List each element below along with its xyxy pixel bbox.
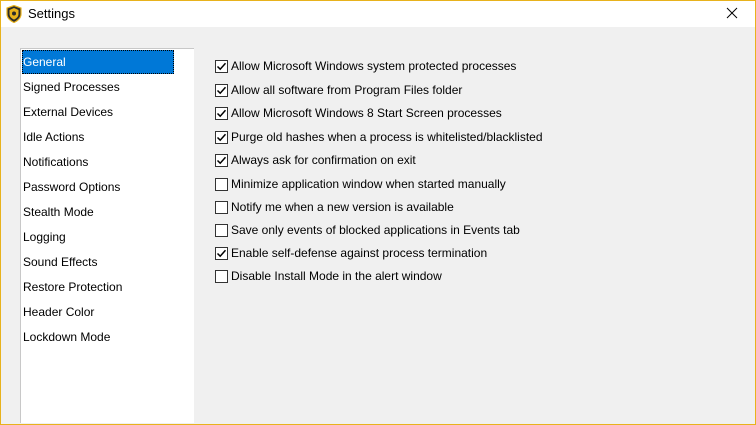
window-title: Settings [28,6,75,21]
option-label: Purge old hashes when a process is whitelisted/blacklisted [231,130,543,144]
option-allow-program-files[interactable] [215,81,462,99]
sidebar-item-header-color[interactable] [22,300,174,324]
option-label: Disable Install Mode in the alert window [231,269,442,283]
option-label: Save only events of blocked applications in Events tab [231,223,520,237]
sidebar-item-label: General [23,55,66,69]
title-bar [1,1,755,27]
option-allow-win8-start[interactable] [215,104,502,122]
sidebar-item-external-devices[interactable] [22,100,174,124]
sidebar-item-label: External Devices [23,105,114,119]
option-save-blocked-events[interactable] [215,221,520,239]
checkbox-checked[interactable] [215,107,228,120]
option-label: Always ask for confirmation on exit [231,153,416,167]
checkbox-checked[interactable] [215,154,228,167]
checkmark-icon [216,61,227,72]
shield-icon [6,5,22,23]
sidebar-item-label: Restore Protection [23,280,123,294]
checkbox-checked[interactable] [215,84,228,97]
sidebar-item-password-options[interactable] [22,175,174,199]
option-label: Allow Microsoft Windows 8 Start Screen processes [231,106,502,120]
sidebar-item-label: Signed Processes [23,80,120,94]
option-notify-new-version[interactable] [215,198,454,216]
sidebar-item-logging[interactable] [22,225,174,249]
sidebar-item-stealth-mode[interactable] [22,200,174,224]
sidebar-item-signed-processes[interactable] [22,75,174,99]
sidebar [1,27,195,424]
close-icon [726,7,738,22]
sidebar-item-label: Notifications [23,155,89,169]
sidebar-item-label: Password Options [23,180,121,194]
option-purge-old-hashes[interactable] [215,128,543,146]
checkmark-icon [216,132,227,143]
checkbox-checked[interactable] [215,131,228,144]
settings-category-list[interactable] [20,48,194,423]
checkbox-unchecked[interactable] [215,224,228,237]
general-settings-panel [195,27,755,424]
option-label: Notify me when a new version is available [231,200,454,214]
close-button[interactable] [709,1,755,27]
sidebar-item-label: Header Color [23,305,95,319]
checkmark-icon [216,248,227,259]
option-minimize-on-start[interactable] [215,175,506,193]
sidebar-item-sound-effects[interactable] [22,250,174,274]
sidebar-item-restore-protection[interactable] [22,275,174,299]
sidebar-item-label: Logging [23,230,66,244]
checkmark-icon [216,85,227,96]
sidebar-item-label: Stealth Mode [23,205,94,219]
sidebar-item-label: Lockdown Mode [23,330,111,344]
checkbox-unchecked[interactable] [215,201,228,214]
sidebar-item-notifications[interactable] [22,150,174,174]
checkbox-checked[interactable] [215,60,228,73]
checkbox-checked[interactable] [215,247,228,260]
checkbox-unchecked[interactable] [215,178,228,191]
option-label: Allow all software from Program Files folder [231,83,463,97]
sidebar-item-general[interactable] [22,50,174,74]
option-disable-install-mode[interactable] [215,267,442,285]
option-label: Allow Microsoft Windows system protected processes [231,59,517,73]
option-label: Minimize application window when started manually [231,177,506,191]
option-confirm-on-exit[interactable] [215,151,416,169]
checkmark-icon [216,155,227,166]
sidebar-item-label: Sound Effects [23,255,98,269]
checkmark-icon [216,108,227,119]
option-allow-system-protected[interactable] [215,57,516,75]
sidebar-item-idle-actions[interactable] [22,125,174,149]
sidebar-item-label: Idle Actions [23,130,85,144]
option-self-defense[interactable] [215,244,487,262]
checkbox-unchecked[interactable] [215,270,228,283]
option-label: Enable self-defense against process termination [231,246,488,260]
sidebar-item-lockdown-mode[interactable] [22,325,174,349]
